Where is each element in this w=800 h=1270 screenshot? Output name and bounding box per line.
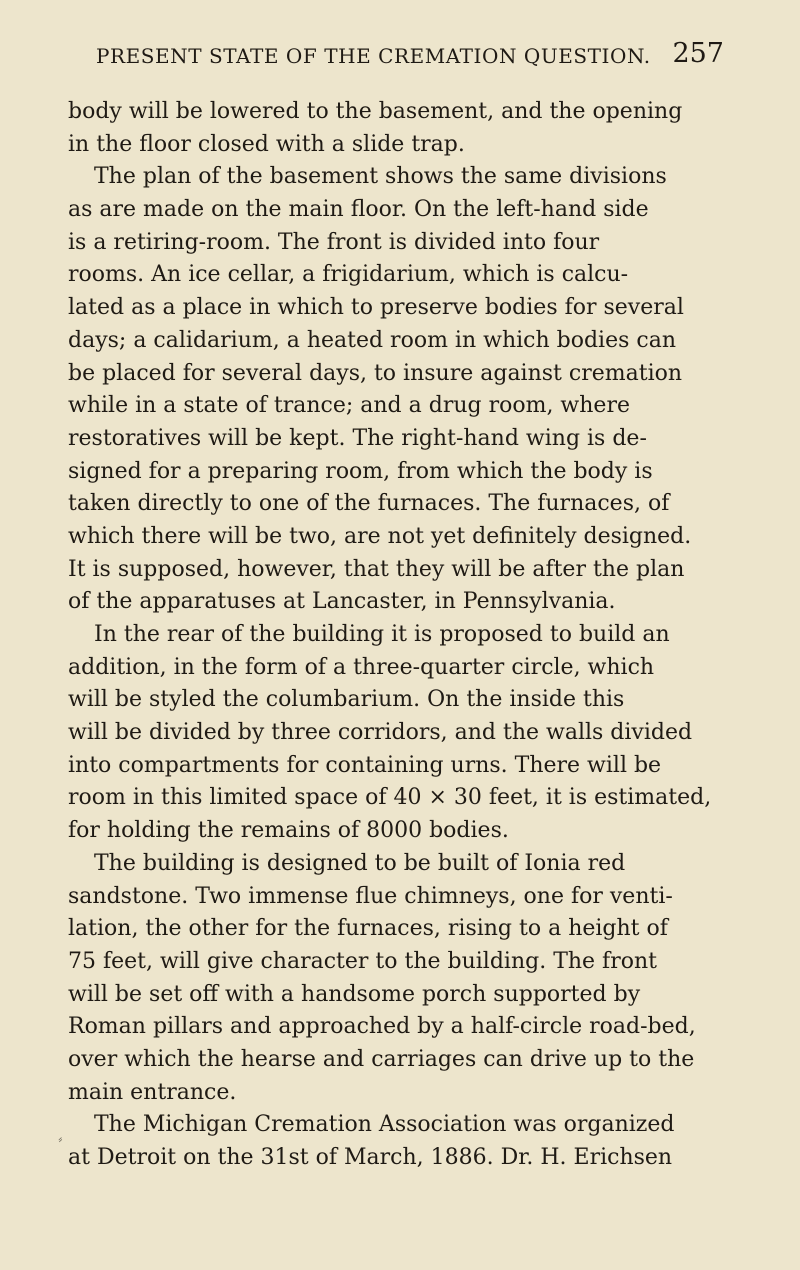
text-line-30: over which the hearse and carriages can drive up to the (68, 1046, 695, 1072)
text-line-21: into compartments for containing urns. There will be (68, 752, 662, 778)
text-line-11: restoratives will be kept. The right-hand wing is de- (68, 425, 647, 451)
text-line-17: In the rear of the building it is proposed to build an (94, 622, 670, 647)
text-line-15: It is supposed, however, that they will be after the plan (68, 556, 685, 582)
text-line-2: in the floor closed with a slide trap. (68, 131, 465, 157)
text-line-29: Roman pillars and approached by a half-circle road-bed, (68, 1014, 696, 1040)
text-line-1: body will be lowered to the basement, and the opening (68, 99, 683, 124)
text-line-31: main entrance. (68, 1079, 237, 1105)
text-line-4: as are made on the main floor. On the left-hand side (68, 197, 649, 223)
text-line-16: of the apparatuses at Lancaster, in Pennsylvania. (68, 589, 616, 615)
text-line-22: room in this limited space of 40 × 30 feet, it is estimated, (68, 785, 712, 811)
page-header (96, 38, 724, 74)
text-line-12: signed for a preparing room, from which the body is (68, 458, 653, 484)
text-line-27: 75 feet, will give character to the building. The front (68, 948, 657, 974)
text-line-10: while in a state of trance; and a drug room, where (68, 393, 630, 419)
text-line-5: is a retiring-room. The front is divided into four (68, 229, 600, 255)
text-line-3: The plan of the basement shows the same divisions (94, 164, 667, 190)
text-line-9: be placed for several days, to insure against cremation (68, 360, 683, 386)
stray-mark: ⸗ (56, 1131, 65, 1148)
text-line-8: days; a calidarium, a heated room in which bodies can (68, 327, 676, 353)
text-line-19: will be styled the columbarium. On the inside this (68, 687, 625, 713)
text-line-20: will be divided by three corridors, and the walls divided (68, 720, 693, 746)
text-line-7: lated as a place in which to preserve bodies for several (68, 295, 684, 321)
text-line-6: rooms. An ice cellar, a frigidarium, which is calcu- (68, 262, 629, 288)
text-line-26: lation, the other for the furnaces, rising to a height of (68, 916, 668, 942)
text-line-23: for holding the remains of 8000 bodies. (68, 818, 509, 844)
text-line-33: at Detroit on the 31st of March, 1886. Dr. H. Erichsen (68, 1145, 673, 1170)
text-line-24: The building is designed to be built of Ionia red (94, 850, 626, 876)
text-line-32: The Michigan Cremation Association was organized (94, 1112, 675, 1138)
text-line-13: taken directly to one of the furnaces. The furnaces, of (68, 491, 670, 517)
page-number: 257 (672, 38, 724, 69)
text-line-25: sandstone. Two immense flue chimneys, one for venti- (68, 883, 673, 909)
text-line-14: which there will be two, are not yet definitely designed. (68, 523, 692, 549)
text-line-28: will be set off with a handsome porch supported by (68, 981, 641, 1007)
text-line-18: addition, in the form of a three-quarter circle, which (68, 654, 655, 680)
running-title: PRESENT STATE OF THE CREMATION QUESTION. (96, 44, 651, 68)
body-text (68, 96, 732, 1175)
